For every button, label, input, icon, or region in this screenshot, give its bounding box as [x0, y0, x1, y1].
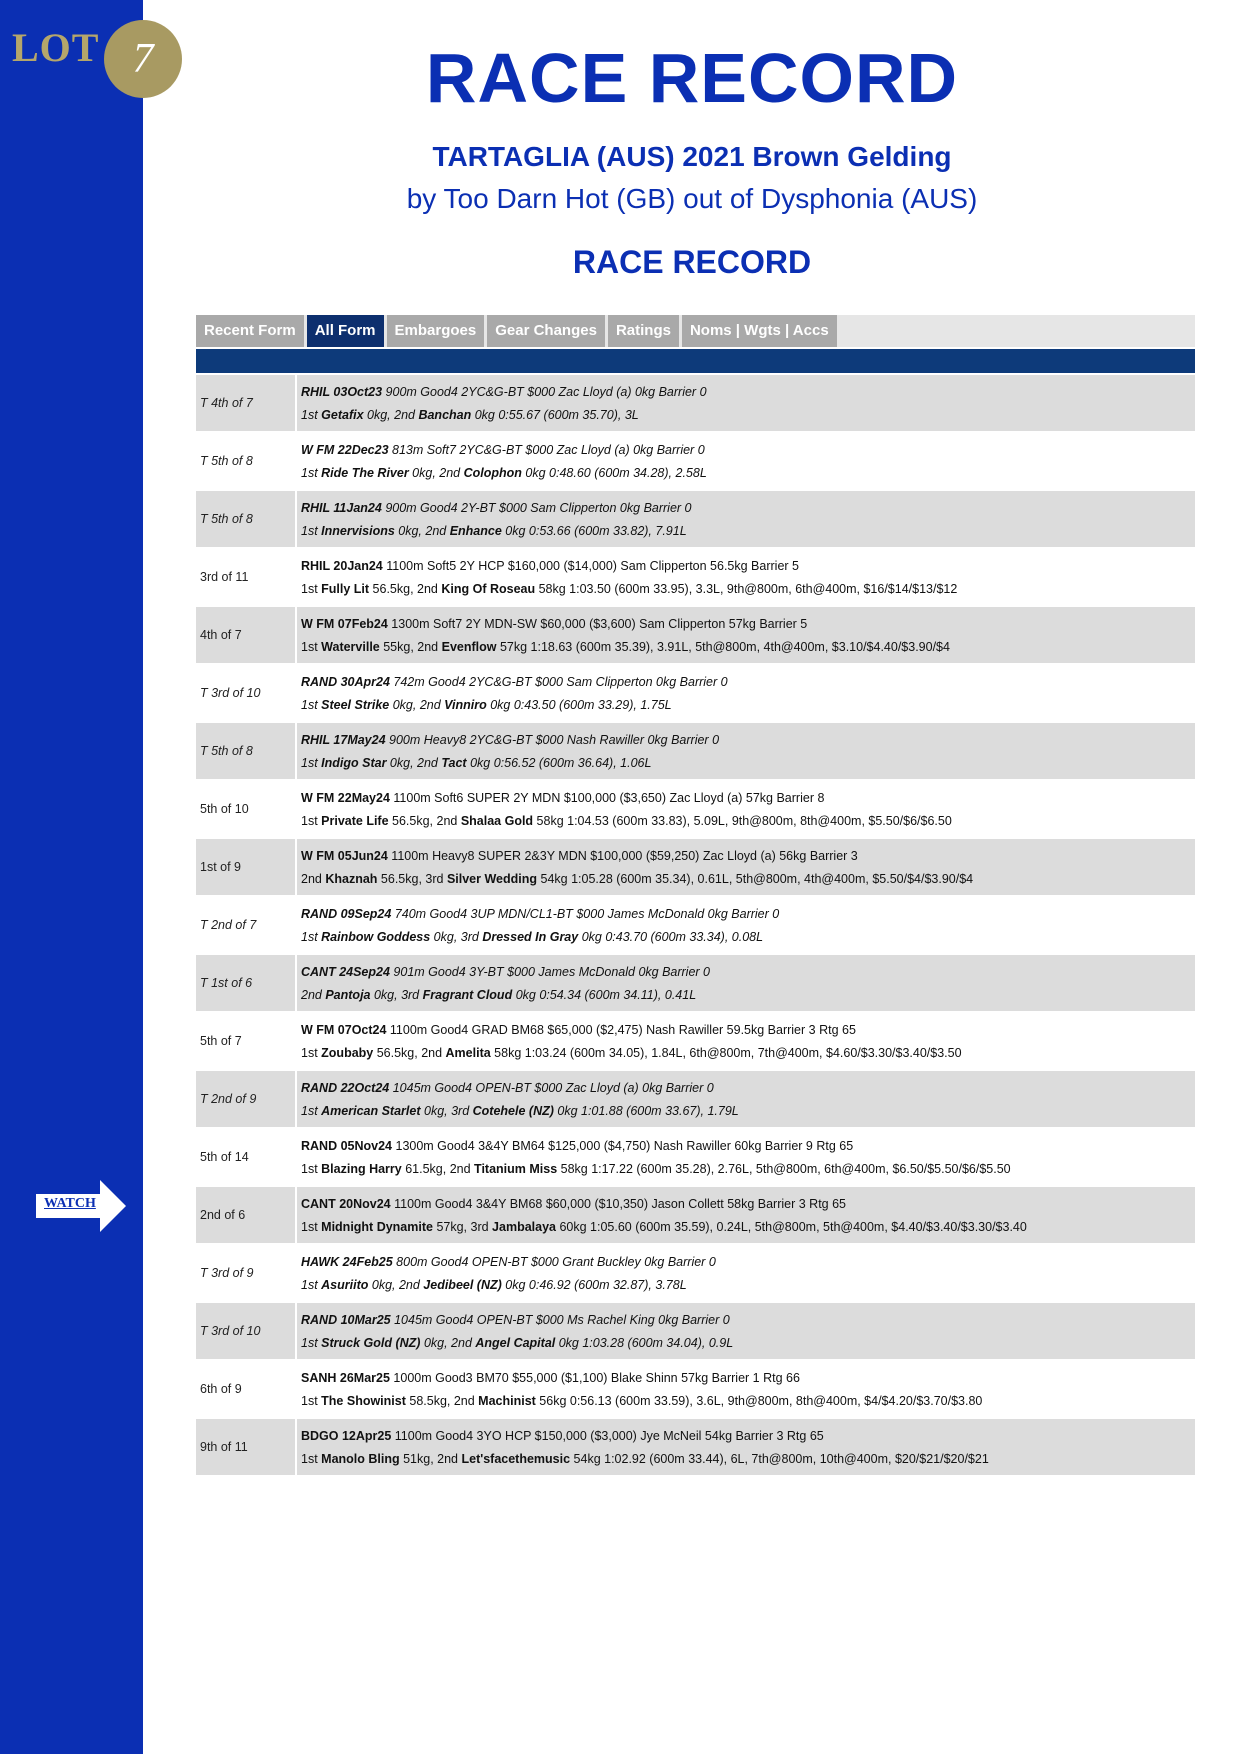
race-detail	[297, 607, 1195, 663]
race-line	[301, 1081, 1195, 1095]
sidebar	[0, 0, 143, 1754]
race-key-text: Asuriito	[321, 1277, 369, 1292]
race-text: 1st	[301, 1451, 322, 1466]
race-text: 54kg 1:05.28 (600m 35.34), 0.61L, 5th@800m, 4th@400m, $5.50/$4/$3.90/$4	[537, 871, 974, 886]
table-row	[196, 375, 1195, 431]
race-text: 1st	[301, 697, 322, 712]
race-key-text: RHIL 17May24	[301, 732, 386, 747]
race-record-table	[196, 375, 1195, 1477]
race-key-text: Rainbow Goddess	[321, 929, 431, 944]
table-row	[196, 723, 1195, 779]
race-line	[301, 1429, 1195, 1443]
race-line	[301, 582, 1195, 596]
table-row	[196, 1361, 1195, 1417]
race-text: 51kg, 2nd	[399, 1451, 462, 1466]
table-row	[196, 1129, 1195, 1185]
race-key-text: RAND 10Mar25	[301, 1312, 391, 1327]
race-text: 0kg 0:46.92 (600m 32.87), 3.78L	[501, 1277, 687, 1292]
race-line	[301, 907, 1195, 921]
race-key-text: Tact	[441, 755, 467, 770]
race-detail	[297, 955, 1195, 1011]
table-row	[196, 665, 1195, 721]
race-line	[301, 1023, 1195, 1037]
finish-position: T 2nd of 7	[196, 897, 297, 953]
race-text: 60kg 1:05.60 (600m 35.59), 0.24L, 5th@800m, 5th@400m, $4.40/$3.40/$3.30/$3.40	[555, 1219, 1027, 1234]
race-key-text: Amelita	[445, 1045, 491, 1060]
finish-position: T 3rd of 10	[196, 665, 297, 721]
page-title: RACE RECORD	[425, 39, 959, 117]
race-key-text: Colophon	[463, 465, 522, 480]
race-text: 901m Good4 3Y-BT $000 James McDonald 0kg Barrier 0	[389, 964, 710, 979]
race-detail	[297, 723, 1195, 779]
race-key-text: Jedibeel (NZ)	[423, 1277, 502, 1292]
race-text: 0kg, 3rd	[420, 1103, 473, 1118]
race-key-text: Shalaa Gold	[460, 813, 534, 828]
race-key-text: King Of Roseau	[441, 581, 536, 596]
race-line	[301, 756, 1195, 770]
table-row	[196, 1013, 1195, 1069]
race-text: 0kg, 2nd	[363, 407, 419, 422]
race-line	[301, 559, 1195, 573]
race-text: 1st	[301, 523, 322, 538]
race-key-text: RAND 30Apr24	[301, 674, 390, 689]
table-row	[196, 491, 1195, 547]
race-line	[301, 1371, 1195, 1385]
table-row	[196, 1071, 1195, 1127]
race-key-text: CANT 24Sep24	[301, 964, 390, 979]
table-row	[196, 1303, 1195, 1359]
lot-number: 7	[132, 36, 154, 82]
race-text: 0kg 0:53.66 (600m 33.82), 7.91L	[501, 523, 687, 538]
race-detail	[297, 549, 1195, 605]
race-text: 57kg 1:18.63 (600m 35.39), 3.91L, 5th@800m, 4th@400m, $3.10/$4.40/$3.90/$4	[496, 639, 950, 654]
race-detail	[297, 1129, 1195, 1185]
race-text: 58kg 1:03.50 (600m 33.95), 3.3L, 9th@800m, 6th@400m, $16/$14/$13/$12	[535, 581, 958, 596]
tab-ratings[interactable]: Ratings	[608, 315, 679, 347]
race-line	[301, 965, 1195, 979]
race-line	[301, 1394, 1195, 1408]
race-text: 900m Good4 2Y-BT $000 Sam Clipperton 0kg Barrier 0	[381, 500, 692, 515]
race-key-text: Khaznah	[325, 871, 378, 886]
race-text: 1st	[301, 813, 322, 828]
race-text: 0kg, 2nd	[386, 755, 442, 770]
race-text: 1st	[301, 1161, 322, 1176]
race-line	[301, 733, 1195, 747]
race-key-text: Waterville	[321, 639, 380, 654]
race-line	[301, 640, 1195, 654]
race-line	[301, 1162, 1195, 1176]
finish-position: 4th of 7	[196, 607, 297, 663]
race-text: 0kg, 2nd	[394, 523, 450, 538]
race-line	[301, 814, 1195, 828]
race-key-text: RHIL 20Jan24	[301, 558, 383, 573]
race-key-text: Angel Capital	[475, 1335, 556, 1350]
table-header-bar	[196, 349, 1195, 373]
race-text: 1st	[301, 465, 322, 480]
race-text: 1000m Good3 BM70 $55,000 ($1,100) Blake Shinn 57kg Barrier 1 Rtg 66	[389, 1370, 800, 1385]
race-detail	[297, 781, 1195, 837]
race-text: 54kg 1:02.92 (600m 33.44), 6L, 7th@800m, 10th@400m, $20/$21/$20/$21	[570, 1451, 989, 1466]
race-text: 1st	[301, 1277, 322, 1292]
race-line	[301, 1220, 1195, 1234]
race-text: 0kg 0:43.50 (600m 33.29), 1.75L	[486, 697, 672, 712]
table-row	[196, 1419, 1195, 1475]
race-text: 1st	[301, 639, 322, 654]
race-text: 742m Good4 2YC&G-BT $000 Sam Clipperton 0kg Barrier 0	[389, 674, 728, 689]
race-key-text: Fragrant Cloud	[422, 987, 513, 1002]
race-text: 1100m Soft6 SUPER 2Y MDN $100,000 ($3,650) Zac Lloyd (a) 57kg Barrier 8	[389, 790, 825, 805]
race-key-text: RAND 09Sep24	[301, 906, 392, 921]
race-text: 0kg 0:56.52 (600m 36.64), 1.06L	[466, 755, 652, 770]
race-text: 0kg, 2nd	[389, 697, 445, 712]
race-key-text: BDGO 12Apr25	[301, 1428, 392, 1443]
table-row	[196, 1245, 1195, 1301]
race-key-text: W FM 22Dec23	[301, 442, 389, 457]
race-key-text: Banchan	[418, 407, 472, 422]
race-text: 0kg, 2nd	[420, 1335, 476, 1350]
race-key-text: Steel Strike	[321, 697, 390, 712]
race-key-text: Indigo Star	[321, 755, 387, 770]
race-key-text: W FM 05Jun24	[301, 848, 388, 863]
race-key-text: W FM 07Oct24	[301, 1022, 387, 1037]
race-text: 1st	[301, 1393, 322, 1408]
race-text: 57kg, 3rd	[432, 1219, 493, 1234]
race-key-text: Struck Gold (NZ)	[321, 1335, 421, 1350]
race-text: 2nd	[301, 871, 326, 886]
pedigree: by Too Darn Hot (GB) out of Dysphonia (AUS)	[406, 183, 978, 214]
finish-position: T 1st of 6	[196, 955, 297, 1011]
race-key-text: The Showinist	[321, 1393, 406, 1408]
race-text: 0kg 0:54.34 (600m 34.11), 0.41L	[512, 987, 697, 1002]
race-text: 1100m Soft5 2Y HCP $160,000 ($14,000) Sam Clipperton 56.5kg Barrier 5	[382, 558, 799, 573]
race-text: 58kg 1:04.53 (600m 33.83), 5.09L, 9th@800m, 8th@400m, $5.50/$6/$6.50	[533, 813, 952, 828]
finish-position: 9th of 11	[196, 1419, 297, 1475]
race-text: 900m Good4 2YC&G-BT $000 Zac Lloyd (a) 0kg Barrier 0	[382, 384, 707, 399]
race-text: 800m Good4 OPEN-BT $000 Grant Buckley 0kg Barrier 0	[392, 1254, 716, 1269]
race-text: 2nd	[301, 987, 326, 1002]
race-text: 1100m Good4 GRAD BM68 $65,000 ($2,475) Nash Rawiller 59.5kg Barrier 3 Rtg 65	[386, 1022, 856, 1037]
race-line	[301, 988, 1195, 1002]
race-text: 740m Good4 3UP MDN/CL1-BT $000 James McDonald 0kg Barrier 0	[391, 906, 780, 921]
race-line	[301, 1104, 1195, 1118]
race-text: 55kg, 2nd	[379, 639, 442, 654]
race-key-text: Jambalaya	[492, 1219, 556, 1234]
race-text: 813m Soft7 2YC&G-BT $000 Zac Lloyd (a) 0kg Barrier 0	[388, 442, 705, 457]
race-text: 56.5kg, 2nd	[373, 1045, 446, 1060]
finish-position: 2nd of 6	[196, 1187, 297, 1243]
race-text: 56.5kg, 2nd	[388, 813, 461, 828]
race-text: 56.5kg, 2nd	[369, 581, 442, 596]
race-text: 0kg 0:43.70 (600m 33.34), 0.08L	[578, 929, 764, 944]
race-text: 1100m Heavy8 SUPER 2&3Y MDN $100,000 ($59,250) Zac Lloyd (a) 56kg Barrier 3	[387, 848, 858, 863]
form-tabs	[196, 315, 1195, 347]
race-key-text: Getafix	[321, 407, 364, 422]
race-key-text: Machinist	[478, 1393, 536, 1408]
race-text: 58kg 1:17.22 (600m 35.28), 2.76L, 5th@800m, 6th@400m, $6.50/$5.50/$6/$5.50	[557, 1161, 1011, 1176]
race-key-text: Zoubaby	[321, 1045, 374, 1060]
race-key-text: Blazing Harry	[321, 1161, 402, 1176]
race-text: 61.5kg, 2nd	[401, 1161, 475, 1176]
finish-position: T 5th of 8	[196, 491, 297, 547]
table-row	[196, 955, 1195, 1011]
tab-embargoes[interactable]: Embargoes	[387, 315, 485, 347]
race-detail	[297, 1187, 1195, 1243]
tab-recent-form[interactable]: Recent Form	[196, 315, 304, 347]
race-text: 1st	[301, 581, 322, 596]
race-key-text: Fully Lit	[321, 581, 370, 596]
race-key-text: Silver Wedding	[446, 871, 538, 886]
race-line	[301, 385, 1195, 399]
race-detail	[297, 1245, 1195, 1301]
race-text: 58kg 1:03.24 (600m 34.05), 1.84L, 6th@800m, 7th@400m, $4.60/$3.30/$3.40/$3.50	[490, 1045, 962, 1060]
race-key-text: Midnight Dynamite	[321, 1219, 433, 1234]
race-detail	[297, 1419, 1195, 1475]
race-text: 1st	[301, 1103, 322, 1118]
race-text: 900m Heavy8 2YC&G-BT $000 Nash Rawiller 0kg Barrier 0	[385, 732, 720, 747]
race-line	[301, 1046, 1195, 1060]
tab-gear-changes[interactable]: Gear Changes	[487, 315, 605, 347]
race-key-text: Enhance	[449, 523, 502, 538]
race-text: 1100m Good4 3YO HCP $150,000 ($3,000) Jye McNeil 54kg Barrier 3 Rtg 65	[391, 1428, 824, 1443]
race-line	[301, 849, 1195, 863]
race-detail	[297, 839, 1195, 895]
race-detail	[297, 375, 1195, 431]
horse-title: TARTAGLIA (AUS) 2021 Brown Gelding	[432, 141, 952, 172]
race-key-text: CANT 20Nov24	[301, 1196, 391, 1211]
finish-position: T 4th of 7	[196, 375, 297, 431]
race-line	[301, 791, 1195, 805]
race-text: 0kg 1:03.28 (600m 34.04), 0.9L	[555, 1335, 734, 1350]
race-line	[301, 524, 1195, 538]
race-line	[301, 1278, 1195, 1292]
race-key-text: RHIL 03Oct23	[301, 384, 383, 399]
race-line	[301, 501, 1195, 515]
race-key-text: Titanium Miss	[474, 1161, 558, 1176]
race-detail	[297, 433, 1195, 489]
race-line	[301, 1139, 1195, 1153]
lot-label: LOT	[12, 25, 100, 70]
race-detail	[297, 491, 1195, 547]
race-line	[301, 466, 1195, 480]
race-detail	[297, 1303, 1195, 1359]
race-text: 1st	[301, 755, 322, 770]
finish-position: T 5th of 8	[196, 433, 297, 489]
table-row	[196, 1187, 1195, 1243]
race-line	[301, 930, 1195, 944]
race-key-text: RHIL 11Jan24	[301, 500, 382, 515]
race-line	[301, 408, 1195, 422]
race-text: 1st	[301, 407, 322, 422]
race-line	[301, 1452, 1195, 1466]
table-row	[196, 897, 1195, 953]
table-row	[196, 549, 1195, 605]
race-line	[301, 698, 1195, 712]
race-detail	[297, 1071, 1195, 1127]
race-text: 0kg, 3rd	[430, 929, 483, 944]
race-key-text: RAND 05Nov24	[301, 1138, 393, 1153]
race-line	[301, 443, 1195, 457]
race-detail	[297, 1013, 1195, 1069]
race-text: 1300m Good4 3&4Y BM64 $125,000 ($4,750) Nash Rawiller 60kg Barrier 9 Rtg 65	[392, 1138, 854, 1153]
finish-position: T 3rd of 9	[196, 1245, 297, 1301]
finish-position: 5th of 14	[196, 1129, 297, 1185]
race-text: 0kg, 2nd	[408, 465, 464, 480]
watch-link[interactable]: WATCH	[44, 1196, 96, 1211]
race-text: 1st	[301, 1219, 322, 1234]
race-line	[301, 1336, 1195, 1350]
race-key-text: SANH 26Mar25	[301, 1370, 390, 1385]
race-line	[301, 1313, 1195, 1327]
section-title: RACE RECORD	[572, 244, 812, 280]
race-detail	[297, 665, 1195, 721]
race-text: 1045m Good4 OPEN-BT $000 Zac Lloyd (a) 0kg Barrier 0	[389, 1080, 714, 1095]
race-key-text: Vinniro	[444, 697, 487, 712]
race-key-text: Evenflow	[441, 639, 497, 654]
finish-position: 3rd of 11	[196, 549, 297, 605]
race-text: 56kg 0:56.13 (600m 33.59), 3.6L, 9th@800m, 8th@400m, $4/$4.20/$3.70/$3.80	[535, 1393, 983, 1408]
race-key-text: Let'sfacethemusic	[461, 1451, 571, 1466]
race-line	[301, 1255, 1195, 1269]
table-row	[196, 839, 1195, 895]
race-key-text: Private Life	[321, 813, 389, 828]
race-key-text: Dressed In Gray	[482, 929, 579, 944]
finish-position: 1st of 9	[196, 839, 297, 895]
finish-position: 5th of 7	[196, 1013, 297, 1069]
tab-all-form[interactable]: All Form	[307, 315, 384, 347]
race-text: 0kg 0:48.60 (600m 34.28), 2.58L	[521, 465, 707, 480]
race-line	[301, 675, 1195, 689]
race-text: 1st	[301, 1335, 322, 1350]
watch-button[interactable]	[36, 1180, 126, 1232]
finish-position: T 2nd of 9	[196, 1071, 297, 1127]
race-text: 58.5kg, 2nd	[405, 1393, 479, 1408]
race-key-text: W FM 07Feb24	[301, 616, 388, 631]
race-text: 1300m Soft7 2Y MDN-SW $60,000 ($3,600) Sam Clipperton 57kg Barrier 5	[387, 616, 808, 631]
table-row	[196, 607, 1195, 663]
race-key-text: RAND 22Oct24	[301, 1080, 390, 1095]
race-key-text: Ride The River	[321, 465, 409, 480]
race-key-text: Innervisions	[321, 523, 395, 538]
finish-position: T 3rd of 10	[196, 1303, 297, 1359]
race-text: 0kg, 3rd	[370, 987, 423, 1002]
race-line	[301, 617, 1195, 631]
race-detail	[297, 1361, 1195, 1417]
race-text: 1st	[301, 1045, 322, 1060]
race-line	[301, 872, 1195, 886]
race-detail	[297, 897, 1195, 953]
finish-position: 6th of 9	[196, 1361, 297, 1417]
race-text: 0kg 1:01.88 (600m 33.67), 1.79L	[553, 1103, 739, 1118]
table-row	[196, 781, 1195, 837]
race-key-text: W FM 22May24	[301, 790, 390, 805]
race-text: 56.5kg, 3rd	[377, 871, 447, 886]
race-text: 1045m Good4 OPEN-BT $000 Ms Rachel King 0kg Barrier 0	[390, 1312, 730, 1327]
race-key-text: Pantoja	[325, 987, 371, 1002]
race-text: 1st	[301, 929, 322, 944]
race-key-text: Cotehele (NZ)	[472, 1103, 554, 1118]
race-text: 0kg 0:55.67 (600m 35.70), 3L	[471, 407, 639, 422]
race-key-text: Manolo Bling	[321, 1451, 400, 1466]
race-line	[301, 1197, 1195, 1211]
race-text: 0kg, 2nd	[368, 1277, 424, 1292]
race-key-text: American Starlet	[321, 1103, 421, 1118]
table-row	[196, 433, 1195, 489]
race-key-text: HAWK 24Feb25	[301, 1254, 393, 1269]
finish-position: T 5th of 8	[196, 723, 297, 779]
race-text: 1100m Good4 3&4Y BM68 $60,000 ($10,350) Jason Collett 58kg Barrier 3 Rtg 65	[390, 1196, 847, 1211]
finish-position: 5th of 10	[196, 781, 297, 837]
tab-noms-wgts-accs[interactable]: Noms | Wgts | Accs	[682, 315, 837, 347]
